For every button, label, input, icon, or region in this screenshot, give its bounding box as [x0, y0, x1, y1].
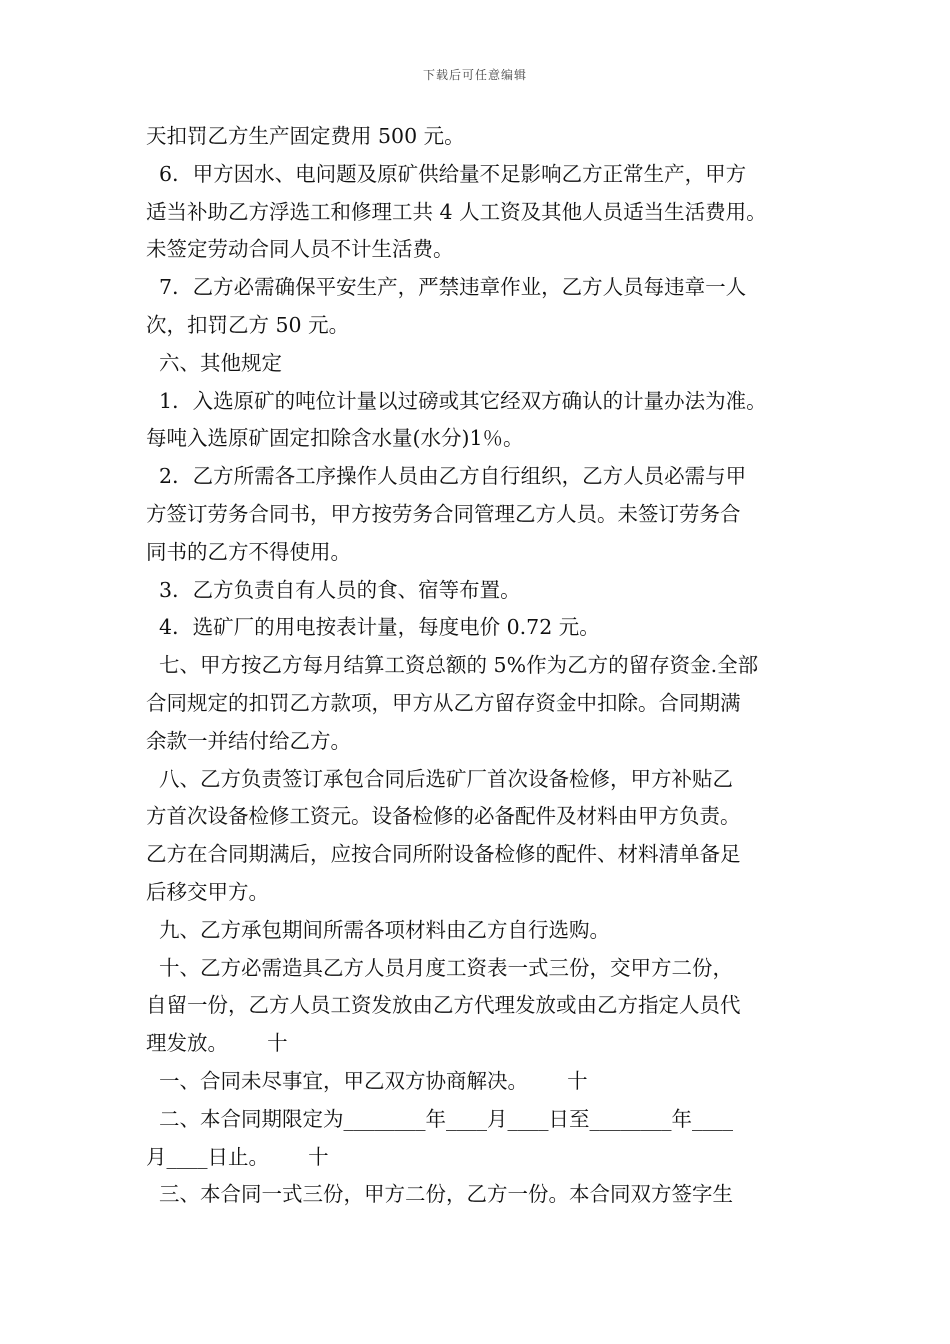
body-line: 每吨入选原矿固定扣除含水量(水分)1％。 [146, 426, 524, 451]
body-line: 天扣罚乙方生产固定费用 500 元。 [146, 124, 465, 148]
body-line: 适当补助乙方浮选工和修理工共 4 人工资及其他人员适当生活费用。 [146, 199, 767, 224]
body-line: 十、乙方必需造具乙方人员月度工资表一式三份，交甲方二份， [146, 955, 734, 980]
body-line: 后移交甲方。 [146, 879, 269, 904]
body-line: 4．选矿厂的用电按表计量，每度电价 0.72 元。 [146, 615, 600, 640]
body-line: 2．乙方所需各工序操作人员由乙方自行组织，乙方人员必需与甲 [146, 464, 747, 489]
body-line: 七、甲方按乙方每月结算工资总额的 5%作为乙方的留存资金.全部 [146, 653, 759, 678]
body-line: 月____日止。 十 [146, 1144, 329, 1169]
body-line: 理发放。 十 [146, 1031, 288, 1056]
body-line: 方首次设备检修工资元。设备检修的必备配件及材料由甲方负责。 [146, 804, 741, 829]
body-line: 同书的乙方不得使用。 [146, 539, 351, 564]
body-line: 3．乙方负责自有人员的食、宿等布置。 [146, 577, 521, 602]
body-line: 合同规定的扣罚乙方款项，甲方从乙方留存资金中扣除。合同期满 [146, 690, 741, 715]
body-line: 乙方在合同期满后，应按合同所附设备检修的配件、材料清单备足 [146, 842, 741, 867]
section-heading: 六、其他规定 [146, 350, 283, 375]
body-line: 三、本合同一式三份，甲方二份，乙方一份。本合同双方签字生 [146, 1182, 734, 1207]
page-header-note: 下载后可任意编辑 [422, 68, 527, 82]
body-line: 余款一并结付给乙方。 [146, 728, 351, 753]
body-line: 九、乙方承包期间所需各项材料由乙方自行选购。 [146, 917, 611, 942]
body-line: 未签定劳动合同人员不计生活费。 [146, 237, 454, 262]
body-line: 八、乙方负责签订承包合同后选矿厂首次设备检修，甲方补贴乙 [146, 766, 734, 791]
body-line: 自留一份，乙方人员工资发放由乙方代理发放或由乙方指定人员代 [146, 993, 741, 1018]
body-line: 二、本合同期限定为________年____月____日至________年____ [146, 1106, 734, 1131]
body-line: 7．乙方必需确保平安生产，严禁违章作业，乙方人员每违章一人 [146, 275, 747, 300]
body-line: 6．甲方因水、电问题及原矿供给量不足影响乙方正常生产，甲方 [146, 161, 747, 186]
document-body [146, 118, 811, 1214]
body-line: 次，扣罚乙方 50 元。 [146, 312, 350, 337]
body-line: 1．入选原矿的吨位计量以过磅或其它经双方确认的计量办法为准。 [146, 388, 767, 413]
body-line: 方签订劳务合同书，甲方按劳务合同管理乙方人员。未签订劳务合 [146, 501, 741, 526]
body-line: 一、合同未尽事宜，甲乙双方协商解决。 十 [146, 1068, 588, 1093]
